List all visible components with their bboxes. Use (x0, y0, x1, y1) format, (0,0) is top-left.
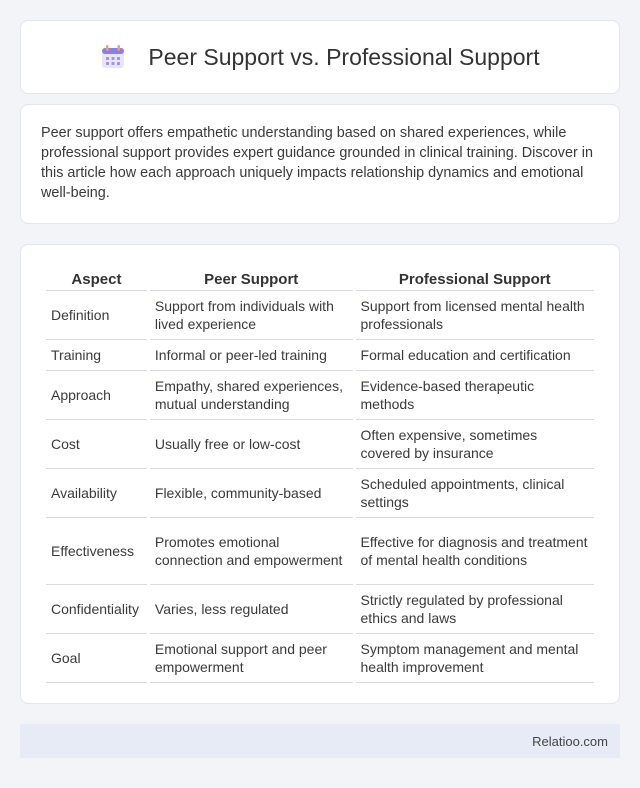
row-peer: Usually free or low-cost (150, 420, 353, 469)
row-peer: Emotional support and peer empowerment (150, 634, 353, 683)
header-professional-support: Professional Support (356, 265, 594, 291)
row-professional: Formal education and certification (356, 340, 594, 371)
row-aspect: Effectiveness (46, 518, 147, 585)
table-row (46, 469, 594, 518)
row-professional: Effective for diagnosis and treatment of mental health conditions (356, 518, 594, 585)
table-row (46, 585, 594, 634)
row-aspect: Definition (46, 291, 147, 340)
comparison-table (43, 265, 597, 683)
calendar-icon (100, 44, 126, 70)
row-aspect: Training (46, 340, 147, 371)
row-professional: Evidence-based therapeutic methods (356, 371, 594, 420)
row-peer: Promotes emotional connection and empowerment (150, 518, 353, 585)
row-aspect: Availability (46, 469, 147, 518)
row-aspect: Goal (46, 634, 147, 683)
table-row (46, 371, 594, 420)
table-header-row (46, 265, 594, 291)
row-peer: Flexible, community-based (150, 469, 353, 518)
row-peer: Varies, less regulated (150, 585, 353, 634)
row-peer: Support from individuals with lived experience (150, 291, 353, 340)
table-row (46, 291, 594, 340)
table-row (46, 518, 594, 585)
row-professional: Symptom management and mental health improvement (356, 634, 594, 683)
table-card (20, 244, 620, 704)
title-card (20, 20, 620, 94)
header-aspect: Aspect (46, 265, 147, 291)
page-title: Peer Support vs. Professional Support (148, 43, 540, 70)
footer (20, 724, 620, 758)
table-row (46, 634, 594, 683)
row-professional: Scheduled appointments, clinical settings (356, 469, 594, 518)
table-row (46, 420, 594, 469)
row-aspect: Cost (46, 420, 147, 469)
row-aspect: Approach (46, 371, 147, 420)
intro-text: Peer support offers empathetic understanding based on shared experiences, while professional support provides expert guidance grounded in clinical training. Discover in this article how each approach uniquely impacts relationship dynamics and emotional well-being. (41, 125, 593, 201)
footer-brand[interactable]: Relatioo.com (532, 733, 608, 749)
row-peer: Empathy, shared experiences, mutual understanding (150, 371, 353, 420)
intro-card (20, 104, 620, 224)
header-peer-support: Peer Support (150, 265, 353, 291)
row-professional: Support from licensed mental health professionals (356, 291, 594, 340)
table-row (46, 340, 594, 371)
row-professional: Often expensive, sometimes covered by insurance (356, 420, 594, 469)
row-peer: Informal or peer-led training (150, 340, 353, 371)
row-professional: Strictly regulated by professional ethics and laws (356, 585, 594, 634)
row-aspect: Confidentiality (46, 585, 147, 634)
